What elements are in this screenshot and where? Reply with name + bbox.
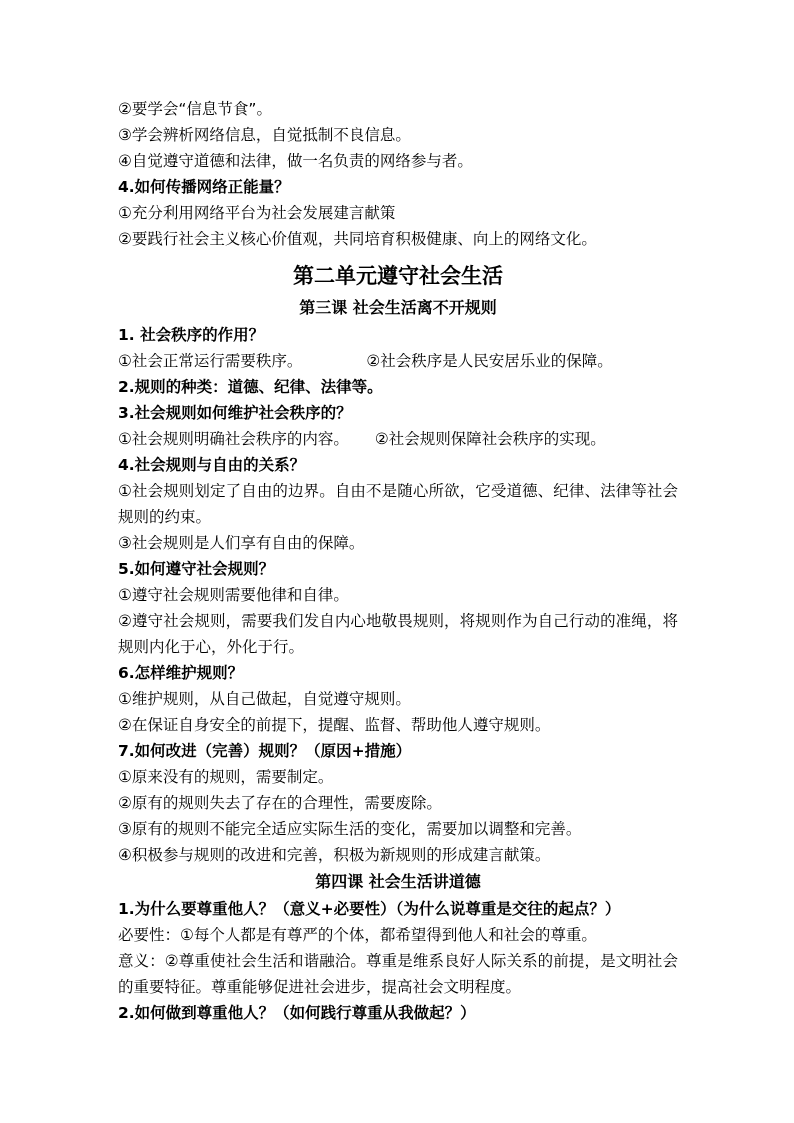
network-item-3: ③学会辨析网络信息，自觉抵制不良信息。 bbox=[118, 126, 411, 144]
network-q4-answer-2: ②要践行社会主义核心价值观，共同培育积极健康、向上的网络文化。 bbox=[118, 230, 597, 248]
lesson3-q5-answer-1: ①遵守社会规则需要他律和自律。 bbox=[118, 586, 349, 604]
lesson4-q1-answer-2: 意义：②尊重使社会生活和谐融洽。尊重是维系良好人际关系的前提，是文明社会的重要特征。尊重能够促进社会进步，提高社会文明程度。 bbox=[118, 952, 678, 996]
lesson3-q7-answer-2: ②原有的规则失去了存在的合理性，需要废除。 bbox=[118, 794, 442, 812]
lesson3-q3-answer-1: ①社会规则明确社会秩序的内容。 bbox=[118, 430, 349, 448]
lesson3-q1-answers bbox=[118, 348, 678, 374]
lesson3-q3-answer-2: ②社会规则保障社会秩序的实现。 bbox=[374, 430, 606, 448]
lesson3-question-6: 6.怎样维护规则？ bbox=[118, 664, 244, 682]
lesson3-question-5: 5.如何遵守社会规则？ bbox=[118, 560, 275, 578]
lesson3-q7-answer-4: ④积极参与规则的改进和完善，积极为新规则的形成建言献策。 bbox=[118, 846, 551, 864]
lesson3-q6-answer-2: ②在保证自身安全的前提下，提醒、监督、帮助他人遵守规则。 bbox=[118, 716, 551, 734]
document-page bbox=[118, 96, 678, 1026]
lesson3-q6-answer-1: ①维护规则，从自己做起，自觉遵守规则。 bbox=[118, 690, 411, 708]
lesson4-question-2: 2.如何做到尊重他人？（如何践行尊重从我做起？） bbox=[118, 1004, 476, 1022]
unit-title: 第二单元遵守社会生活 bbox=[293, 263, 503, 288]
lesson4-question-1: 1.为什么要尊重他人？（意义+必要性）（为什么说尊重是交往的起点？） bbox=[118, 900, 621, 918]
network-q4-answer-1: ①充分利用网络平台为社会发展建言献策 bbox=[118, 204, 396, 222]
lesson3-q1-answer-1: ①社会正常运行需要秩序。 bbox=[118, 352, 303, 370]
network-item-2: ②要学会“信息节食”。 bbox=[118, 100, 272, 118]
lesson4-q1-answer-1: 必要性：①每个人都是有尊严的个体，都希望得到他人和社会的尊重。 bbox=[118, 926, 597, 944]
lesson3-q7-answer-1: ①原来没有的规则，需要制定。 bbox=[118, 768, 334, 786]
lesson3-q1-answer-2: ②社会秩序是人民安居乐业的保障。 bbox=[366, 352, 613, 370]
lesson3-question-2: 2.规则的种类：道德、纪律、法律等。 bbox=[118, 378, 383, 396]
lesson3-question-3: 3.社会规则如何维护社会秩序的？ bbox=[118, 404, 352, 422]
lesson3-q4-answer-1: ①社会规则划定了自由的边界。自由不是随心所欲，它受道德、纪律、法律等社会规则的约束。 bbox=[118, 482, 678, 526]
lesson3-q7-answer-3: ③原有的规则不能完全适应实际生活的变化，需要加以调整和完善。 bbox=[118, 820, 582, 838]
lesson3-q4-answer-3: ③社会规则是人们享有自由的保障。 bbox=[118, 534, 365, 552]
lesson3-question-4: 4.社会规则与自由的关系？ bbox=[118, 456, 306, 474]
lesson3-q3-answers bbox=[118, 426, 678, 452]
lesson3-question-1: 1. 社会秩序的作用？ bbox=[118, 326, 265, 344]
network-item-4: ④自觉遵守道德和法律，做一名负责的网络参与者。 bbox=[118, 152, 473, 170]
lesson3-question-7: 7.如何改进（完善）规则？（原因+措施） bbox=[118, 742, 412, 760]
lesson3-title: 第三课 社会生活离不开规则 bbox=[299, 298, 497, 317]
lesson3-q5-answer-2: ②遵守社会规则，需要我们发自内心地敬畏规则，将规则作为自己行动的准绳，将规则内化于心，外化于行。 bbox=[118, 612, 678, 656]
lesson4-title: 第四课 社会生活讲道德 bbox=[315, 872, 481, 891]
network-question-4: 4.如何传播网络正能量？ bbox=[118, 178, 290, 196]
